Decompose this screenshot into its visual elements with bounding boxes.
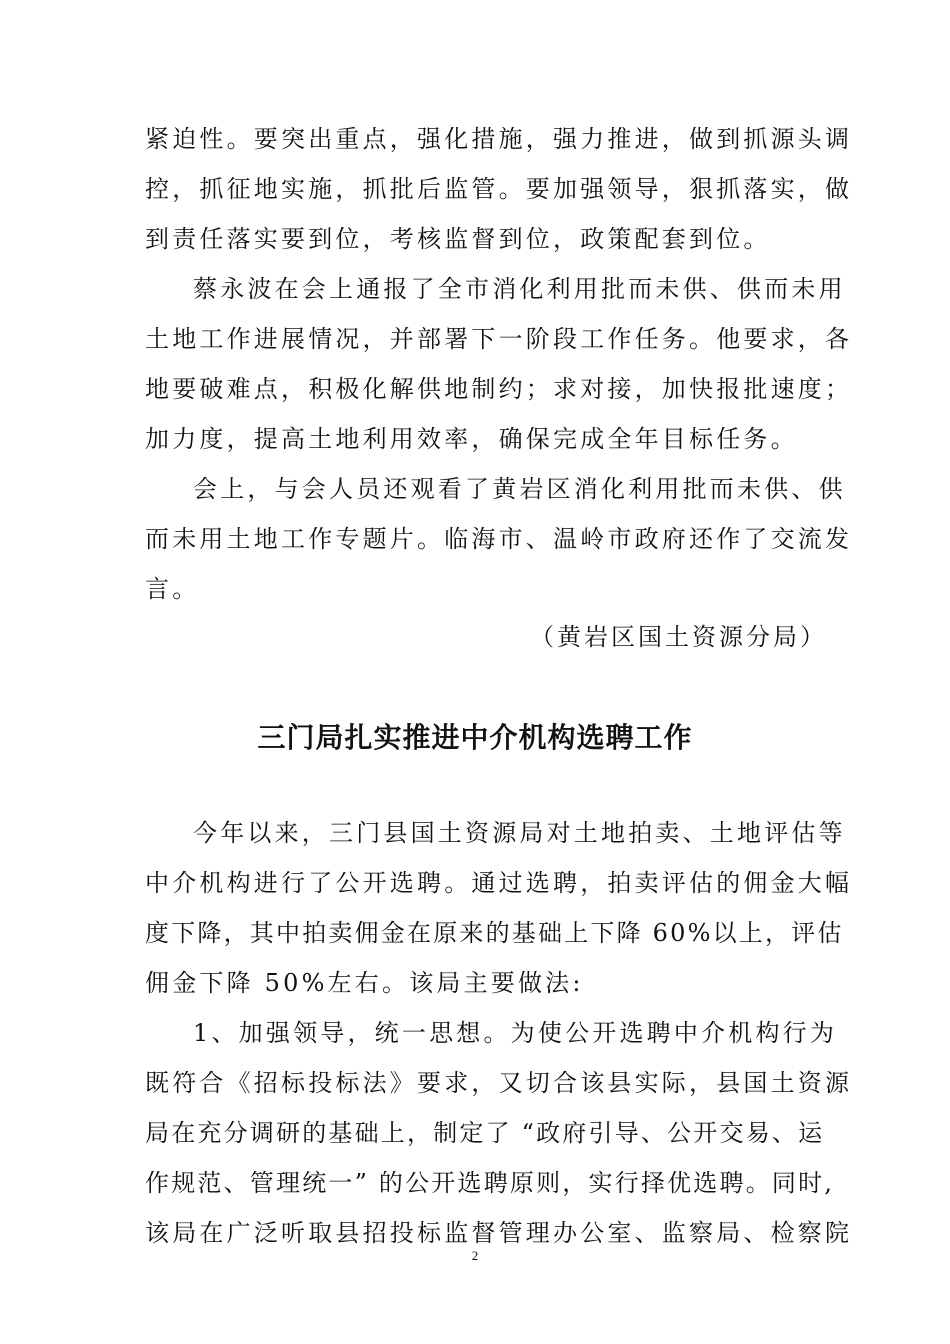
paragraph-line: 紧迫性。要突出重点，强化措施，强力推进，做到抓源头调: [145, 125, 853, 153]
paragraph-line: 度下降，其中拍卖佣金在原来的基础上下降 60%以上，评估: [145, 919, 844, 947]
paragraph-line: 今年以来，三门县国土资源局对土地拍卖、土地评估等: [193, 819, 846, 847]
article-source: （黄岩区国土资源分局）: [530, 623, 827, 651]
page-number: 2: [471, 1248, 479, 1263]
paragraph-line: 蔡永波在会上通报了全市消化利用批而未供、供而未用: [193, 275, 846, 303]
paragraph-line: 地要破难点，积极化解供地制约；求对接，加快报批速度；: [145, 375, 853, 403]
paragraph-line: 言。: [145, 575, 200, 603]
paragraph-line: 既符合《招标投标法》要求，又切合该县实际，县国土资源: [145, 1069, 853, 1097]
paragraph-line: 该局在广泛听取县招投标监督管理办公室、监察局、检察院: [145, 1219, 853, 1247]
paragraph-line: 局在充分调研的基础上，制定了 “政府引导、公开交易、运: [145, 1119, 825, 1147]
paragraph-line: 而未用土地工作专题片。临海市、温岭市政府还作了交流发: [145, 525, 853, 553]
paragraph-line: 控，抓征地实施，抓批后监管。要加强领导，狠抓落实，做: [145, 175, 853, 203]
paragraph-line: 作规范、管理统一” 的公开选聘原则，实行择优选聘。同时,: [145, 1169, 835, 1197]
paragraph-line: 佣金下降 50%左右。该局主要做法:: [145, 969, 584, 997]
article-title: 三门局扎实推进中介机构选聘工作: [257, 721, 693, 754]
paragraph-line: 1、加强领导，统一思想。为使公开选聘中介机构行为: [193, 1019, 838, 1047]
paragraph-line: 土地工作进展情况，并部署下一阶段工作任务。他要求，各: [145, 325, 853, 353]
paragraph-line: 会上，与会人员还观看了黄岩区消化利用批而未供、供: [193, 475, 846, 503]
paragraph-line: 到责任落实要到位，考核监督到位，政策配套到位。: [145, 225, 771, 253]
paragraph-line: 中介机构进行了公开选聘。通过选聘，拍卖评估的佣金大幅: [145, 869, 853, 897]
paragraph-line: 加力度，提高土地利用效率，确保完成全年目标任务。: [145, 425, 798, 453]
